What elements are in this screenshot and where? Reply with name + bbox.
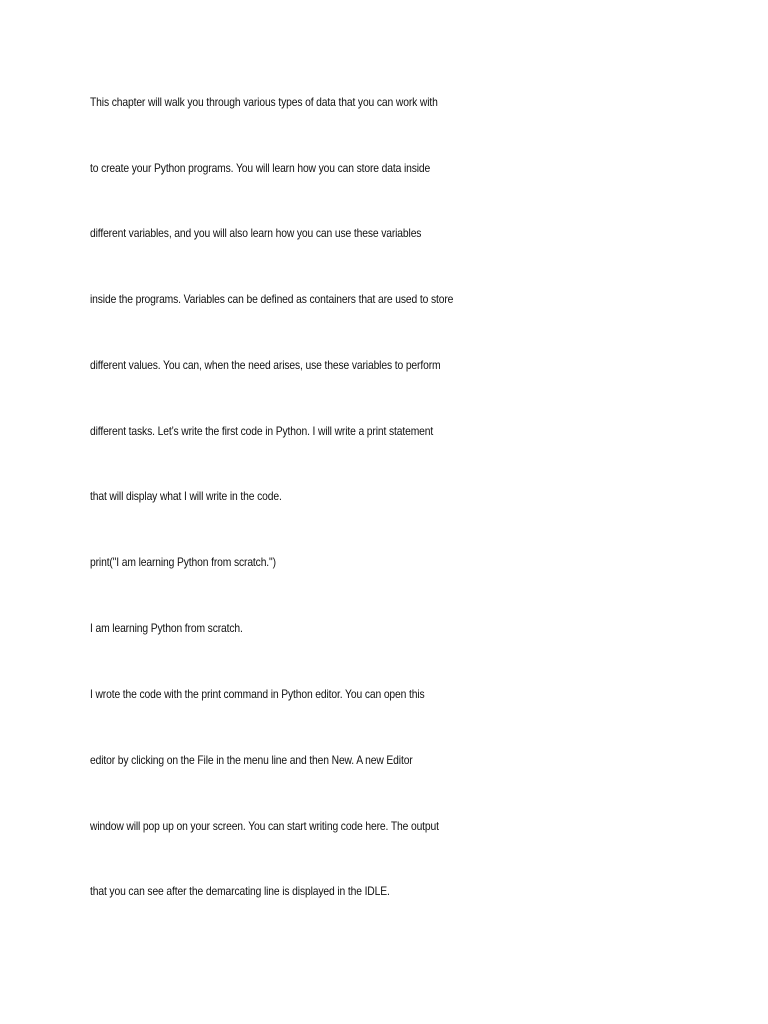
output-line: I am learning Python from scratch.	[90, 621, 243, 635]
text-line-10: I wrote the code with the print command in Python editor. You can open this	[90, 687, 425, 701]
text-line-12: window will pop up on your screen. You can start writing code here. The output	[90, 819, 439, 833]
code-line: print("I am learning Python from scratch.")	[90, 555, 276, 569]
text-line-3: different variables, and you will also learn how you can use these variables	[90, 226, 422, 240]
text-line-13: that you can see after the demarcating line is displayed in the IDLE.	[90, 884, 390, 898]
text-line-4: inside the programs. Variables can be defined as containers that are used to store	[90, 292, 454, 306]
text-line-6: different tasks. Let’s write the first code in Python. I will write a print statement	[90, 424, 434, 438]
text-line-11: editor by clicking on the File in the menu line and then New. A new Editor	[90, 753, 413, 767]
text-line-5: different values. You can, when the need arises, use these variables to perform	[90, 358, 441, 372]
text-line-1: This chapter will walk you through various types of data that you can work with	[90, 95, 438, 109]
text-line-7: that will display what I will write in the code.	[90, 489, 282, 503]
text-line-2: to create your Python programs. You will learn how you can store data inside	[90, 161, 431, 175]
